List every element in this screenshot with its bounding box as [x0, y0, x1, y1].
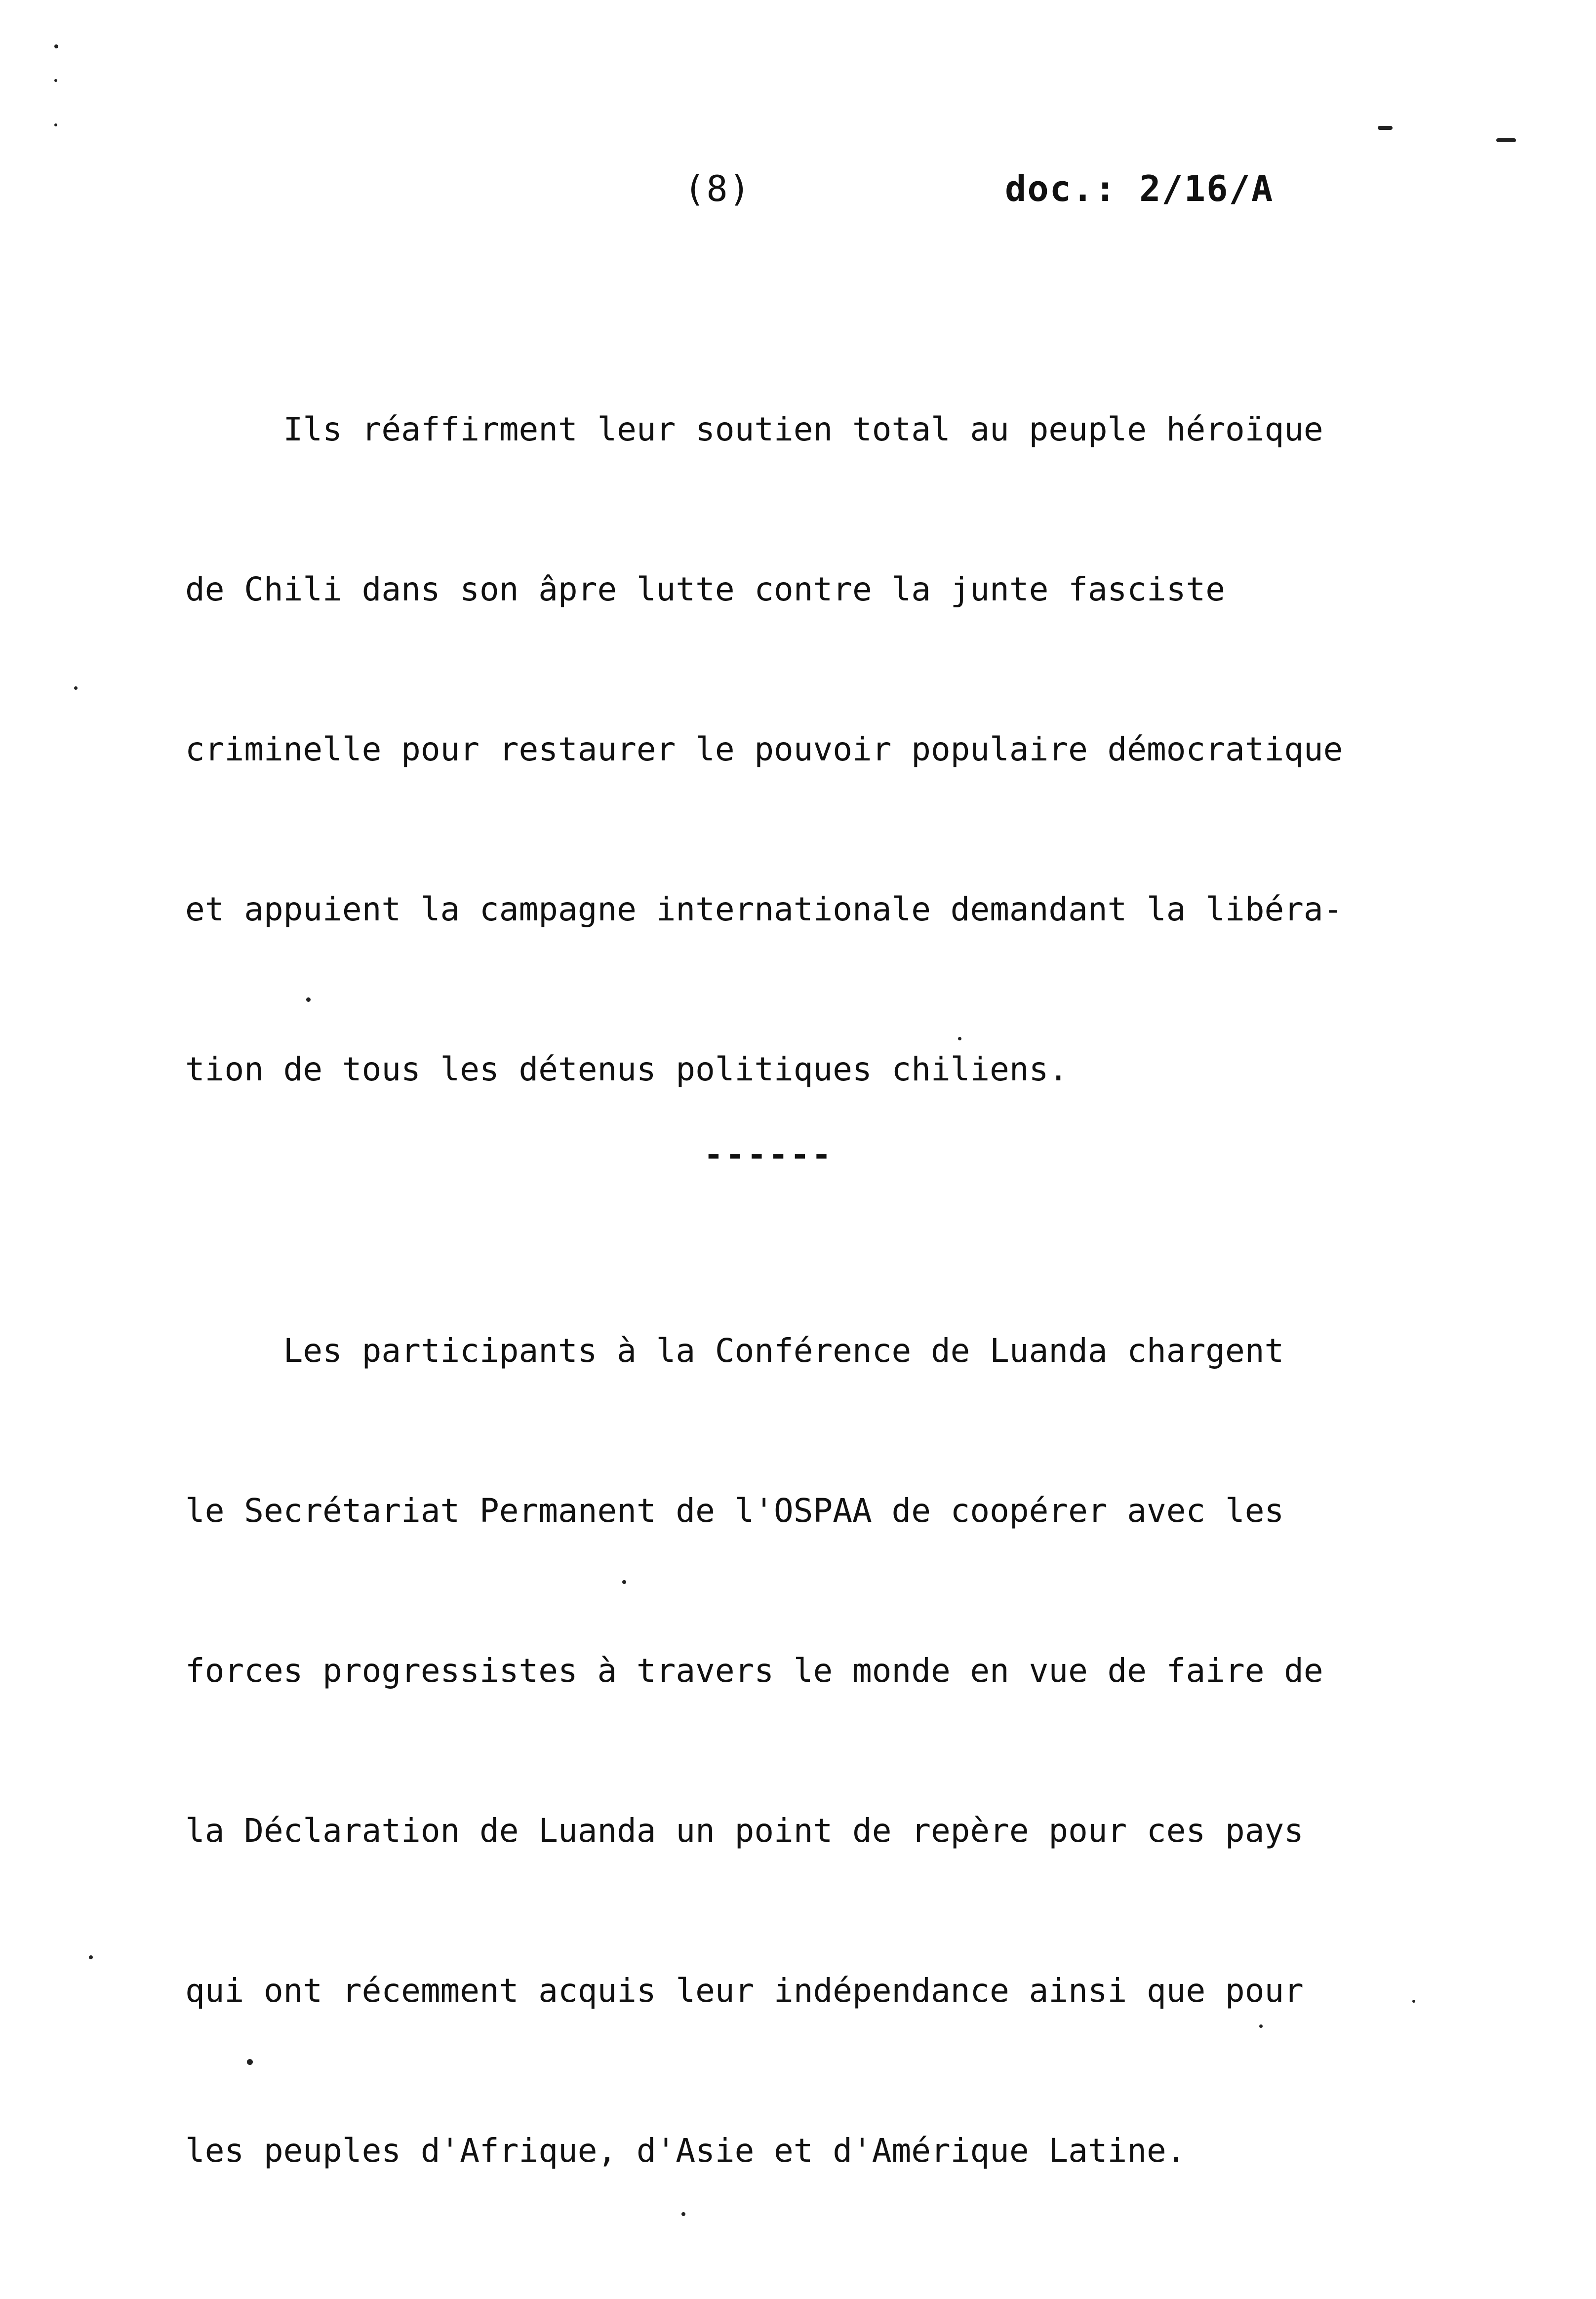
- paragraph-line: criminelle pour restaurer le pouvoir populaire démocratique: [185, 730, 1343, 768]
- scan-speck: [54, 44, 58, 48]
- scan-speck: [54, 79, 57, 82]
- paragraph-line: forces progressistes à travers le monde en vue de faire de: [185, 1652, 1323, 1690]
- scan-speck: [89, 1955, 93, 1959]
- paragraph-1: [185, 296, 1395, 1203]
- scan-speck: [681, 2212, 685, 2216]
- page-header: [0, 168, 1596, 227]
- paragraph-line: qui ont récemment acquis leur indépendance ainsi que pour: [185, 1972, 1304, 2010]
- paragraph-line: tion de tous les détenus politiques chiliens.: [185, 1050, 1069, 1088]
- scan-speck: [1496, 138, 1516, 142]
- scan-speck: [958, 1037, 961, 1040]
- page-number: (8): [684, 168, 752, 209]
- paragraph-line: Les participants à la Conférence de Luanda chargent: [185, 1332, 1284, 1370]
- scan-speck: [1412, 2000, 1415, 2003]
- scan-speck: [247, 2059, 253, 2065]
- paragraph-line: et appuient la campagne internationale demandant la libéra-: [185, 890, 1343, 928]
- end-divider: ------: [704, 1136, 834, 1174]
- scan-speck: [54, 123, 57, 126]
- paragraph-line: le Secrétariat Permanent de l'OSPAA de coopérer avec les: [185, 1492, 1284, 1530]
- scan-speck: [74, 686, 78, 690]
- paragraph-line: Ils réaffirment leur soutien total au peuple héroïque: [185, 410, 1323, 448]
- document-body: [185, 296, 1395, 2299]
- paragraph-2: [185, 1218, 1395, 2284]
- paragraph-line: de Chili dans son âpre lutte contre la junte fasciste: [185, 570, 1225, 608]
- document-reference: doc.: 2/16/A: [1005, 168, 1274, 209]
- scan-speck: [1378, 126, 1393, 130]
- paragraph-line: la Déclaration de Luanda un point de repère pour ces pays: [185, 1812, 1304, 1850]
- scan-speck: [622, 1580, 626, 1584]
- scan-speck: [1259, 2024, 1263, 2028]
- paragraph-line: les peuples d'Afrique, d'Asie et d'Amérique Latine.: [185, 2132, 1186, 2170]
- scan-speck: [306, 997, 311, 1002]
